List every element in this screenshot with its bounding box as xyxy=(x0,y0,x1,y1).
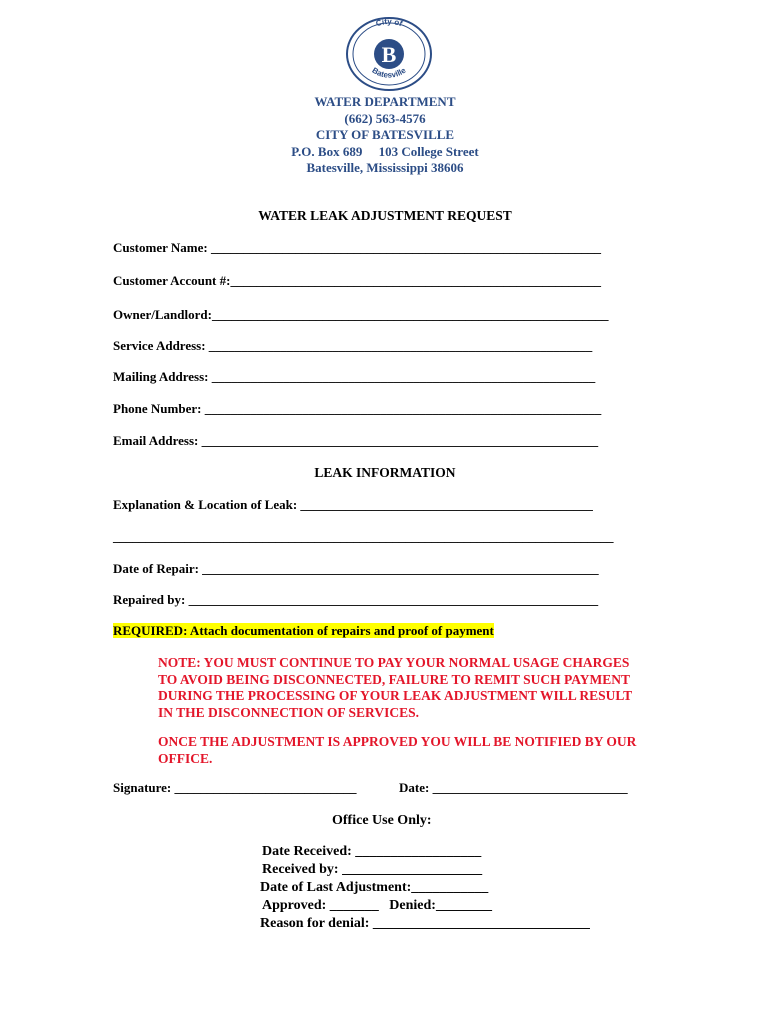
approval-line-2: OFFICE. xyxy=(158,750,213,766)
date-last-adjustment-field[interactable]: Date of Last Adjustment:___________ xyxy=(260,880,489,895)
payment-warning-note xyxy=(158,655,632,721)
warning-line-3: DURING THE PROCESSING OF YOUR LEAK ADJUSTMENT WILL RESULT xyxy=(158,688,633,703)
header-line-city-state: Batesville, Mississippi 38606 xyxy=(306,160,464,175)
customer-name-field[interactable]: Customer Name: ____________________________________________________________ xyxy=(113,240,601,255)
required-documentation-note: REQUIRED: Attach documentation of repairs and proof of payment xyxy=(113,623,494,638)
header-line-phone: (662) 563-4576 xyxy=(344,110,426,126)
repaired-by-field[interactable]: Repaired by: _______________________________________________________________ xyxy=(113,592,599,607)
form-title: WATER LEAK ADJUSTMENT REQUEST xyxy=(258,208,512,223)
leak-information-heading: LEAK INFORMATION xyxy=(314,465,456,480)
seal-letter: B xyxy=(381,42,397,67)
header-line-department: WATER DEPARTMENT xyxy=(314,94,456,109)
email-address-field[interactable]: Email Address: _____________________________________________________________ xyxy=(113,433,599,448)
approval-notice xyxy=(158,734,636,767)
leak-explanation-line2[interactable]: _____________________________________________________________________________ xyxy=(113,529,614,544)
seal-bottom-text: Batesville xyxy=(370,65,408,80)
city-seal-logo xyxy=(345,16,433,92)
leak-explanation-field[interactable]: Explanation & Location of Leak: _____________________________________________ xyxy=(113,497,593,512)
customer-account-field[interactable]: Customer Account #:_________________________________________________________ xyxy=(113,273,601,288)
warning-line-1: NOTE: YOU MUST CONTINUE TO PAY YOUR NORMAL USAGE CHARGES xyxy=(158,655,630,670)
required-note-wrap xyxy=(113,623,494,639)
warning-line-4: IN THE DISCONNECTION OF SERVICES. xyxy=(158,704,419,720)
service-address-field[interactable]: Service Address: ___________________________________________________________ xyxy=(113,338,593,353)
svg-text:City of xyxy=(375,17,404,29)
signature-field[interactable]: Signature: ____________________________ xyxy=(113,780,357,795)
date-field[interactable]: Date: ______________________________ xyxy=(399,780,628,795)
phone-number-field[interactable]: Phone Number: _____________________________________________________________ xyxy=(113,401,602,416)
office-use-heading: Office Use Only: xyxy=(332,813,432,828)
office-use-block xyxy=(262,843,590,933)
reason-for-denial-field[interactable]: Reason for denial: _______________________________ xyxy=(260,916,590,931)
header-line-city: CITY OF BATESVILLE xyxy=(315,127,455,142)
seal-top-text: City of xyxy=(374,16,404,29)
approved-denied-field[interactable]: Approved: _______ Denied:________ xyxy=(262,898,492,913)
date-of-repair-field[interactable]: Date of Repair: _____________________________________________________________ xyxy=(113,561,599,576)
mailing-address-field[interactable]: Mailing Address: ___________________________________________________________ xyxy=(113,369,596,384)
department-header xyxy=(0,94,770,177)
received-by-field[interactable]: Received by: ____________________ xyxy=(262,862,483,877)
date-received-field[interactable]: Date Received: __________________ xyxy=(262,844,482,859)
header-line-address: P.O. Box 689 103 College Street xyxy=(291,143,479,159)
owner-landlord-field[interactable]: Owner/Landlord:_____________________________________________________________ xyxy=(113,307,609,322)
approval-line-1: ONCE THE ADJUSTMENT IS APPROVED YOU WILL BE NOTIFIED BY OUR xyxy=(158,734,637,749)
warning-line-2: TO AVOID BEING DISCONNECTED, FAILURE TO REMIT SUCH PAYMENT xyxy=(158,671,630,687)
